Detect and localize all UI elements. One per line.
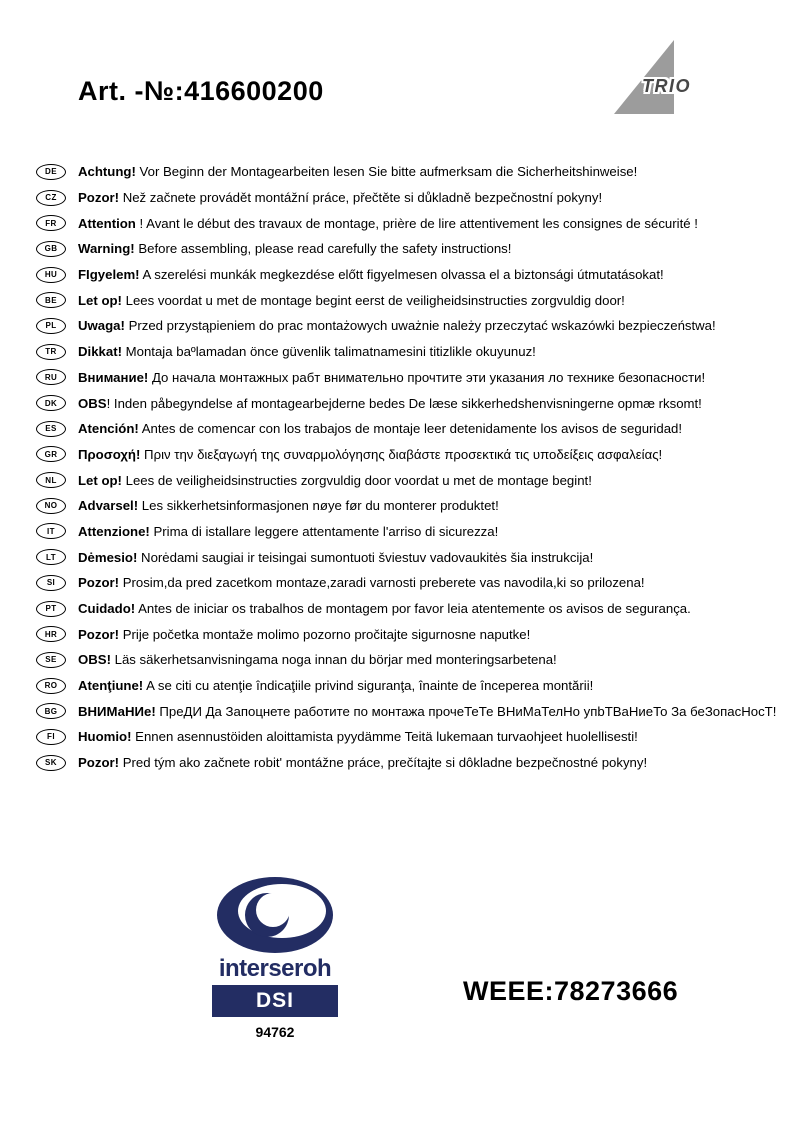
- warning-message: [78, 652, 557, 667]
- warning-row: [36, 596, 792, 622]
- warning-message: [78, 498, 499, 513]
- warning-text: Lees voordat u met de montage begint eerst de veiligheidsinstructies zorgvuldig door!: [121, 292, 625, 308]
- warning-text: Lees de veiligheidsinstructies zorgvuldig door voordat u met de montage begint!: [121, 472, 592, 488]
- warning-text: До начала монтажных рабт внимательно прочтите эти указания ло технике безопасности!: [148, 369, 706, 385]
- warning-lead: Atención!: [78, 421, 139, 437]
- language-badge: HR: [36, 626, 66, 642]
- warning-message: [78, 370, 705, 385]
- warning-lead: Внимание!: [78, 369, 149, 385]
- language-badge: SK: [36, 755, 66, 771]
- language-badge: SE: [36, 652, 66, 668]
- warning-text: Norėdami saugiai ir teisingai sumontuoti šviestuv vadovaukitės šia instrukcija!: [137, 549, 594, 565]
- warning-lead: Pozor!: [78, 575, 120, 591]
- warning-row: [36, 210, 792, 236]
- language-badge: NL: [36, 472, 66, 488]
- warning-text: ! Inden påbegyndelse af montagearbejderne bedes De læse sikkerhedshenvisningerne opmæ rksomt!: [106, 395, 702, 411]
- warning-message: [78, 190, 602, 205]
- warning-message: [78, 318, 716, 333]
- warning-list: [36, 159, 792, 776]
- warning-text: ! Avant le début des travaux de montage, prière de lire attentivement les consignes de sécurité !: [135, 215, 698, 231]
- language-badge: DK: [36, 395, 66, 411]
- warning-text: Prima di istallare leggere attentamente l'arriso di sicurezza!: [149, 523, 499, 539]
- language-badge: ES: [36, 421, 66, 437]
- warning-lead: Atenţiune!: [78, 678, 144, 694]
- warning-lead: Dėmesio!: [78, 549, 138, 565]
- trio-logo-text: TRIO: [642, 76, 691, 96]
- language-badge: GB: [36, 241, 66, 257]
- warning-message: [78, 293, 625, 308]
- warning-row: [36, 313, 792, 339]
- warning-message: [78, 267, 664, 282]
- warning-text: ПреДИ Да Запоцнете работите по монтажа прочеТеТе ВНиМаТелНо упbТВаНиеТо За беЗопасНосТ!: [155, 703, 777, 719]
- warning-message: [78, 216, 698, 231]
- language-badge: NO: [36, 498, 66, 514]
- language-badge: BG: [36, 703, 66, 719]
- warning-message: [78, 601, 691, 616]
- warning-message: [78, 396, 702, 411]
- warning-row: [36, 287, 792, 313]
- language-badge: DE: [36, 164, 66, 180]
- warning-text: Les sikkerhetsinformasjonen nøye før du monterer produktet!: [138, 498, 499, 514]
- interseroh-wordmark: interseroh: [218, 955, 332, 982]
- warning-lead: Pozor!: [78, 755, 120, 771]
- warning-row: [36, 365, 792, 391]
- warning-text: Läs säkerhetsanvisningama noga innan du börjar med monteringsarbetena!: [110, 652, 557, 668]
- warning-row: [36, 519, 792, 545]
- warning-row: [36, 390, 792, 416]
- warning-row: [36, 750, 792, 776]
- warning-row: [36, 467, 792, 493]
- language-badge: IT: [36, 523, 66, 539]
- page-title: Art. -№:416600200: [78, 76, 324, 106]
- warning-row: [36, 442, 792, 468]
- warning-message: [78, 550, 593, 565]
- warning-text: Antes de comencar con los trabajos de montaje leer detenidamente los avisos de seguridad!: [138, 421, 683, 437]
- warning-lead: Warning!: [78, 241, 135, 257]
- language-badge: HU: [36, 267, 66, 283]
- warning-message: [78, 575, 645, 590]
- warning-row: [36, 493, 792, 519]
- warning-row: [36, 621, 792, 647]
- warning-row: [36, 159, 792, 185]
- language-badge: PL: [36, 318, 66, 334]
- language-badge: PT: [36, 601, 66, 617]
- warning-message: [78, 755, 647, 770]
- warning-lead: Achtung!: [78, 164, 136, 180]
- warning-text: Prosim,da pred zacetkom montaze,zaradi varnosti preberete vas navodila,ki so prilozena!: [119, 575, 645, 591]
- language-badge: FI: [36, 729, 66, 745]
- warning-message: [78, 421, 682, 436]
- warning-text: Before assembling, please read carefully the safety instructions!: [134, 241, 512, 257]
- language-badge: RO: [36, 678, 66, 694]
- warning-message: [78, 524, 498, 539]
- warning-lead: OBS: [78, 395, 107, 411]
- warning-row: [36, 544, 792, 570]
- warning-row: [36, 724, 792, 750]
- warning-lead: Dikkat!: [78, 344, 122, 360]
- warning-row: [36, 339, 792, 365]
- warning-lead: Attenzione!: [78, 523, 150, 539]
- warning-lead: Advarsel!: [78, 498, 139, 514]
- warning-lead: FIgyelem!: [78, 267, 140, 283]
- warning-lead: Let op!: [78, 472, 122, 488]
- warning-row: [36, 570, 792, 596]
- warning-row: [36, 185, 792, 211]
- warning-message: [78, 344, 536, 359]
- warning-message: [78, 627, 530, 642]
- warning-row: [36, 673, 792, 699]
- interseroh-mark-icon: [216, 876, 334, 954]
- language-badge: FR: [36, 215, 66, 231]
- warning-text: Πριν την διεξαγωγή της συναρμολόγησης διαβάστε προσεκτικά τις υποδείξεις ασφαλείας!: [140, 446, 663, 462]
- warning-text: Przed przystąpieniem do prac montażowych uważnie należy przeczytać wskazówki bezpieczeństwa!: [124, 318, 716, 334]
- trio-logo: [612, 38, 707, 118]
- warning-row: [36, 698, 792, 724]
- language-badge: RU: [36, 369, 66, 385]
- warning-text: Pred tým ako začnete robit' montážne práce, prečítajte si dôkladne bezpečnostné pokyny!: [119, 755, 648, 771]
- warning-lead: Cuidado!: [78, 601, 136, 617]
- warning-message: [78, 164, 637, 179]
- warning-text: Prije početka montaže molimo pozorno pročitajte sigurnosne naputke!: [119, 626, 531, 642]
- warning-message: [78, 678, 593, 693]
- warning-message: [78, 704, 776, 719]
- warning-row: [36, 416, 792, 442]
- certificate-number: 94762: [255, 1024, 295, 1041]
- warning-lead: Huomio!: [78, 729, 132, 745]
- warning-lead: Let op!: [78, 292, 122, 308]
- language-badge: BE: [36, 292, 66, 308]
- warning-lead: Προσοχή!: [78, 446, 141, 462]
- dsi-badge: [212, 985, 338, 1017]
- warning-text: Montaja baºlamadan önce güvenlik talimatnamesini titizlikle okuyunuz!: [121, 344, 536, 360]
- warning-lead: Pozor!: [78, 190, 120, 206]
- warning-row: [36, 647, 792, 673]
- warning-row: [36, 236, 792, 262]
- warning-text: A szerelési munkák megkezdése előtt figyelmesen olvassa el a biztonsági útmutatásokat!: [139, 267, 664, 283]
- warning-text: Antes de iniciar os trabalhos de montagem por favor leia atentemente os avisos de segurança.: [135, 601, 691, 617]
- warning-message: [78, 473, 592, 488]
- warning-message: [78, 729, 638, 744]
- language-badge: LT: [36, 549, 66, 565]
- language-badge: SI: [36, 575, 66, 591]
- dsi-label: DSI: [255, 989, 294, 1013]
- warning-row: [36, 262, 792, 288]
- warning-message: [78, 447, 662, 462]
- warning-lead: Attention: [78, 215, 136, 231]
- warning-text: Než začnete provádět montážní práce, přečtěte si důkladně bezpečnostní pokyny!: [119, 190, 603, 206]
- language-badge: TR: [36, 344, 66, 360]
- warning-text: A se citi cu atenţie îndicaţiile privind siguranţa, înainte de începerea montării!: [143, 678, 594, 694]
- warning-message: [78, 241, 511, 256]
- interseroh-logo: [212, 876, 338, 1040]
- weee-number: WEEE:78273666: [463, 976, 679, 1006]
- warning-text: Vor Beginn der Montagearbeiten lesen Sie bitte aufmerksam die Sicherheitshinweise!: [135, 164, 638, 180]
- language-badge: GR: [36, 446, 66, 462]
- warning-lead: Uwaga!: [78, 318, 125, 334]
- warning-lead: Pozor!: [78, 626, 120, 642]
- warning-lead: ВНИМаНИе!: [78, 703, 156, 719]
- language-badge: CZ: [36, 190, 66, 206]
- warning-lead: OBS!: [78, 652, 111, 668]
- warning-text: Ennen asennustöiden aloittamista pyydämme Teitä lukemaan turvaohjeet huolellisesti!: [131, 729, 638, 745]
